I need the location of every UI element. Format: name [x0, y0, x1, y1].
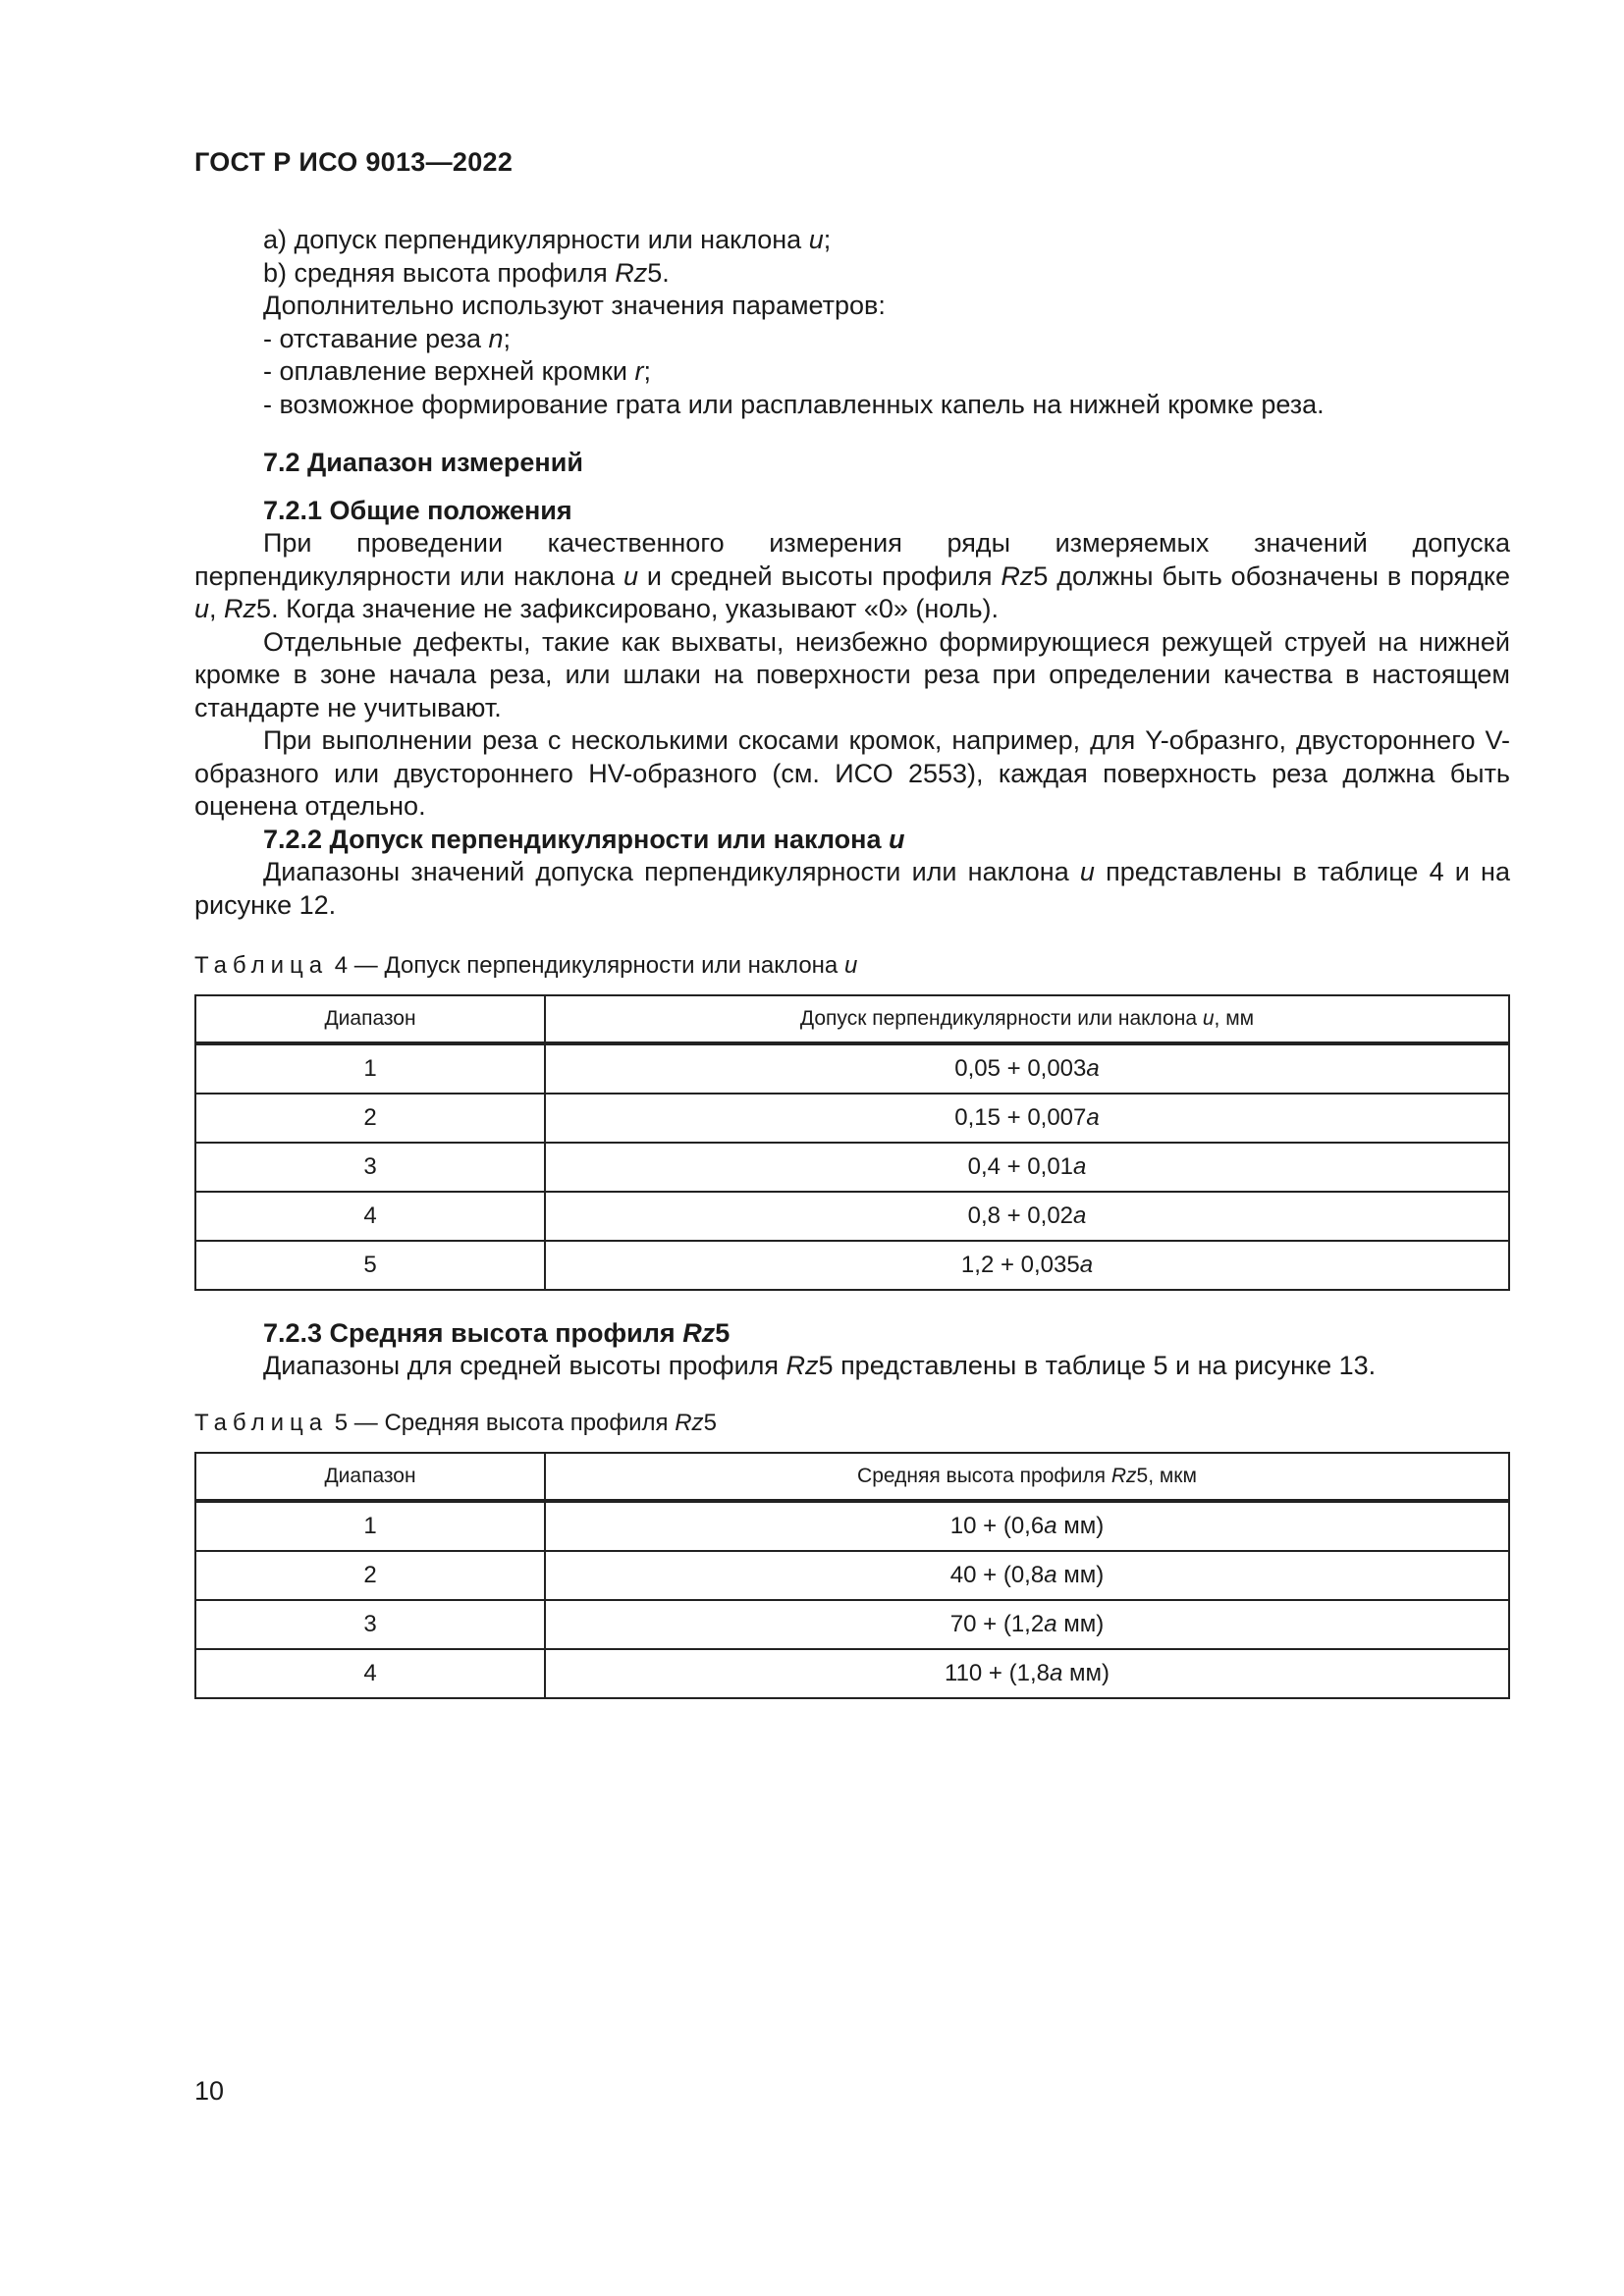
page-number: 10 [194, 2076, 225, 2106]
value-cell: 40 + (0,8a мм) [545, 1551, 1509, 1600]
range-cell: 4 [195, 1649, 545, 1698]
value-cell: 1,2 + 0,035a [545, 1241, 1509, 1290]
column-header-range: Диапазон [195, 1453, 545, 1501]
list-item: b) средняя высота профиля Rz5. [263, 257, 670, 288]
paragraph: При проведении качественного измерения ряды измеряемых значений допуска перпендикулярности или наклона u и средней высоты профиля Rz5 должны быть обозначены в порядке u, Rz5. Когда значение не зафиксировано, указывают «0» (ноль). [194, 528, 1510, 623]
range-cell: 4 [195, 1192, 545, 1241]
table-row [195, 1143, 1509, 1192]
paragraph: При выполнении реза с несколькими скосами кромок, например, для Y-образнго, двустороннего V-образного или двустороннего HV-образного (см. ИСО 2553), каждая поверхность реза должна быть оценена отдельно. [194, 725, 1510, 821]
section-heading-7-2-1: 7.2.1 Общие положения [263, 496, 572, 525]
table-header-row [195, 1453, 1509, 1501]
table-row [195, 1600, 1509, 1649]
table4-caption: Таблица 4 — Допуск перпендикулярности или наклона u [194, 952, 858, 979]
value-cell: 70 + (1,2a мм) [545, 1600, 1509, 1649]
table-row [195, 1551, 1509, 1600]
section-7-2-2-body [194, 856, 1510, 922]
column-header-roughness: Средняя высота профиля Rz5, мкм [545, 1453, 1509, 1501]
list-item: Дополнительно используют значения параметров: [263, 291, 886, 320]
table-row [195, 1649, 1509, 1698]
list-item: - оплавление верхней кромки r; [263, 356, 652, 386]
value-cell: 10 + (0,6a мм) [545, 1501, 1509, 1551]
value-cell: 0,8 + 0,02a [545, 1192, 1509, 1241]
range-cell: 2 [195, 1094, 545, 1143]
paragraph: Диапазоны значений допуска перпендикулярности или наклона u представлены в таблице 4 и на рисунке 12. [194, 857, 1510, 920]
table-header-row [195, 995, 1509, 1043]
table-row [195, 1043, 1509, 1094]
value-cell: 0,15 + 0,007a [545, 1094, 1509, 1143]
paragraph: Диапазоны для средней высоты профиля Rz5 представлены в таблице 5 и на рисунке 13. [263, 1351, 1377, 1380]
paragraph: Отдельные дефекты, такие как выхваты, неизбежно формирующиеся режущей струей на нижней кромке в зоне начала реза, или шлаки на поверхности реза при определении качества в настоящем стандарте не учитывают. [194, 626, 1510, 722]
value-cell: 0,4 + 0,01a [545, 1143, 1509, 1192]
range-cell: 3 [195, 1143, 545, 1192]
range-cell: 5 [195, 1241, 545, 1290]
section-heading-7-2-3: 7.2.3 Средняя высота профиля Rz5 [263, 1318, 731, 1348]
range-cell: 1 [195, 1501, 545, 1551]
section-heading-7-2: 7.2 Диапазон измерений [263, 448, 583, 477]
list-item: - возможное формирование грата или расплавленных капель на нижней кромке реза. [263, 389, 1325, 419]
table-row [195, 1501, 1509, 1551]
section-7-2-3-body [194, 1350, 1510, 1383]
range-cell: 3 [195, 1600, 545, 1649]
value-cell: 0,05 + 0,003a [545, 1043, 1509, 1094]
table-row [195, 1192, 1509, 1241]
value-cell: 110 + (1,8a мм) [545, 1649, 1509, 1698]
section-heading-7-2-2: 7.2.2 Допуск перпендикулярности или наклона u [263, 825, 905, 854]
section-7-2-1-body [194, 527, 1510, 824]
list-item: a) допуск перпендикулярности или наклона u; [263, 225, 832, 254]
column-header-range: Диапазон [195, 995, 545, 1043]
document-header: ГОСТ Р ИСО 9013—2022 [194, 147, 514, 177]
table-row [195, 1241, 1509, 1290]
column-header-tolerance: Допуск перпендикулярности или наклона u, мм [545, 995, 1509, 1043]
list-item: - отставание реза n; [263, 323, 512, 353]
table4 [194, 994, 1510, 1291]
table-row [195, 1094, 1509, 1143]
table5-caption: Таблица 5 — Средняя высота профиля Rz5 [194, 1410, 717, 1436]
range-cell: 2 [195, 1551, 545, 1600]
table5 [194, 1452, 1510, 1699]
intro-list [263, 224, 1510, 421]
range-cell: 1 [195, 1043, 545, 1094]
